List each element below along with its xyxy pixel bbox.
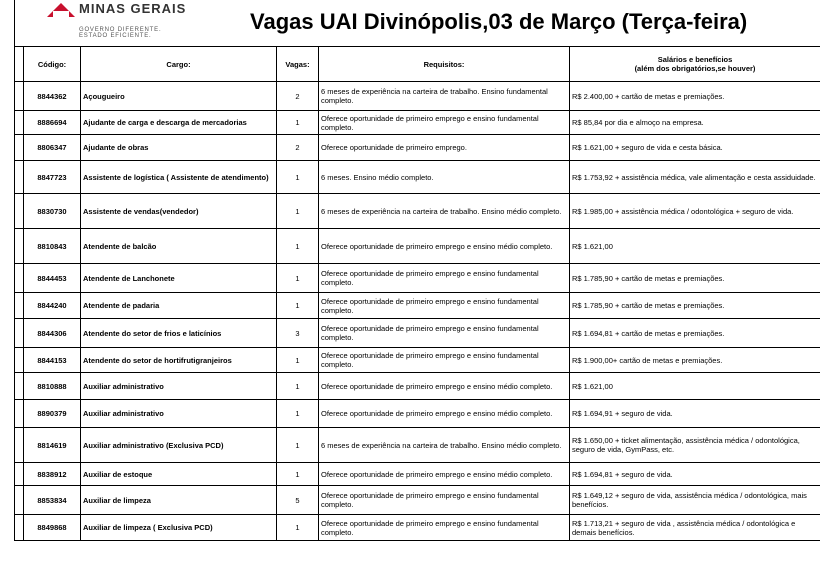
- job-code: 8838912: [24, 463, 81, 486]
- column-header-code: Código:: [24, 47, 81, 82]
- vacancy-count: 1: [277, 293, 319, 319]
- jobs-table: [14, 46, 820, 541]
- job-code: 8810843: [24, 229, 81, 264]
- table-row: [15, 348, 820, 373]
- job-code: 8849868: [24, 515, 81, 541]
- job-salary: R$ 1.694,81 + cartão de metas e premiações.: [570, 319, 820, 348]
- job-requirements: Oferece oportunidade de primeiro emprego e ensino médio completo.: [319, 463, 570, 486]
- job-title: Assistente de vendas(vendedor): [81, 194, 277, 229]
- job-salary: R$ 1.785,90 + cartão de metas e premiações.: [570, 264, 820, 293]
- job-salary: R$ 1.650,00 + ticket alimentação, assistência médica / odontológica, seguro de vida, GymPass, etc.: [570, 428, 820, 463]
- row-spacer: [15, 428, 24, 463]
- job-requirements: Oferece oportunidade de primeiro emprego e ensino fundamental completo.: [319, 293, 570, 319]
- vacancy-count: 2: [277, 135, 319, 161]
- job-title: Auxiliar de limpeza ( Exclusiva PCD): [81, 515, 277, 541]
- column-header-requirements: Requisitos:: [319, 47, 570, 82]
- vacancy-count: 1: [277, 348, 319, 373]
- job-title: Açougueiro: [81, 82, 277, 111]
- row-spacer: [15, 400, 24, 428]
- row-spacer: [15, 135, 24, 161]
- job-requirements: Oferece oportunidade de primeiro emprego e ensino fundamental completo.: [319, 111, 570, 135]
- row-spacer: [15, 373, 24, 400]
- column-header-salary: Salários e benefícios (além dos obrigatórios,se houver): [570, 47, 820, 82]
- table-row: [15, 82, 820, 111]
- job-salary: R$ 85,84 por dia e almoço na empresa.: [570, 111, 820, 135]
- job-title: Auxiliar de estoque: [81, 463, 277, 486]
- row-spacer: [15, 161, 24, 194]
- row-spacer: [15, 229, 24, 264]
- page-title: Vagas UAI Divinópolis,03 de Março (Terça-feira): [250, 9, 748, 34]
- job-salary: R$ 1.753,92 + assistência médica, vale alimentação e cesta assiduidade.: [570, 161, 820, 194]
- table-row: [15, 319, 820, 348]
- table-row: [15, 135, 820, 161]
- vacancy-count: 1: [277, 428, 319, 463]
- vacancy-count: 1: [277, 400, 319, 428]
- row-spacer: [15, 319, 24, 348]
- vacancy-count: 1: [277, 194, 319, 229]
- job-salary: R$ 1.621,00 + seguro de vida e cesta básica.: [570, 135, 820, 161]
- job-title: Atendente de padaria: [81, 293, 277, 319]
- vacancy-count: 1: [277, 515, 319, 541]
- job-code: 8830730: [24, 194, 81, 229]
- row-spacer: [15, 264, 24, 293]
- table-row: [15, 400, 820, 428]
- job-requirements: Oferece oportunidade de primeiro emprego e ensino médio completo.: [319, 229, 570, 264]
- table-row: [15, 111, 820, 135]
- job-requirements: 6 meses de experiência na carteira de trabalho. Ensino médio completo.: [319, 194, 570, 229]
- vacancy-count: 1: [277, 111, 319, 135]
- job-code: 8853834: [24, 486, 81, 515]
- vacancy-count: 1: [277, 264, 319, 293]
- job-code: 8844153: [24, 348, 81, 373]
- table-row: [15, 486, 820, 515]
- job-salary: R$ 1.785,90 + cartão de metas e premiações.: [570, 293, 820, 319]
- row-spacer: [15, 194, 24, 229]
- row-spacer: [15, 82, 24, 111]
- job-requirements: Oferece oportunidade de primeiro emprego e ensino médio completo.: [319, 373, 570, 400]
- job-title: Auxiliar de limpeza: [81, 486, 277, 515]
- table-row: [15, 293, 820, 319]
- job-requirements: Oferece oportunidade de primeiro emprego e ensino médio completo.: [319, 400, 570, 428]
- jobs-table-body: [15, 82, 820, 541]
- job-salary: R$ 1.985,00 + assistência médica / odontológica + seguro de vida.: [570, 194, 820, 229]
- job-code: 8890379: [24, 400, 81, 428]
- table-row: [15, 515, 820, 541]
- job-requirements: Oferece oportunidade de primeiro emprego e ensino fundamental completo.: [319, 348, 570, 373]
- job-title: Atendente de Lanchonete: [81, 264, 277, 293]
- table-row: [15, 264, 820, 293]
- job-title: Atendente de balcão: [81, 229, 277, 264]
- job-title: Auxiliar administrativo: [81, 400, 277, 428]
- job-salary: R$ 2.400,00 + cartão de metas e premiações.: [570, 82, 820, 111]
- job-salary: R$ 1.694,91 + seguro de vida.: [570, 400, 820, 428]
- job-code: 8844362: [24, 82, 81, 111]
- vacancy-count: 1: [277, 229, 319, 264]
- job-salary: R$ 1.621,00: [570, 229, 820, 264]
- table-header-row: [15, 47, 820, 82]
- vacancy-count: 2: [277, 82, 319, 111]
- job-salary: R$ 1.621,00: [570, 373, 820, 400]
- job-requirements: Oferece oportunidade de primeiro emprego e ensino fundamental completo.: [319, 264, 570, 293]
- logo-wordmark: MINAS GERAIS: [79, 1, 187, 16]
- job-code: 8847723: [24, 161, 81, 194]
- job-salary: R$ 1.900,00+ cartão de metas e premiações.: [570, 348, 820, 373]
- table-row: [15, 463, 820, 486]
- logo-tagline: GOVERNO DIFERENTE. ESTADO EFICIENTE.: [79, 27, 162, 39]
- vacancy-count: 1: [277, 161, 319, 194]
- job-code: 8806347: [24, 135, 81, 161]
- table-row: [15, 428, 820, 463]
- vacancy-count: 3: [277, 319, 319, 348]
- job-title: Auxiliar administrativo: [81, 373, 277, 400]
- job-requirements: 6 meses de experiência na carteira de trabalho. Ensino fundamental completo.: [319, 82, 570, 111]
- job-requirements: Oferece oportunidade de primeiro emprego e ensino fundamental completo.: [319, 515, 570, 541]
- row-spacer: [15, 486, 24, 515]
- vacancy-count: 5: [277, 486, 319, 515]
- column-header-role: Cargo:: [81, 47, 277, 82]
- table-row: [15, 194, 820, 229]
- row-spacer: [15, 348, 24, 373]
- row-spacer: [15, 515, 24, 541]
- job-requirements: Oferece oportunidade de primeiro emprego e ensino fundamental completo.: [319, 486, 570, 515]
- sheet-header: [14, 0, 820, 46]
- job-title: Atendente do setor de hortifrutigranjeiros: [81, 348, 277, 373]
- job-title: Assistente de logística ( Assistente de atendimento): [81, 161, 277, 194]
- job-code: 8844240: [24, 293, 81, 319]
- row-spacer: [15, 111, 24, 135]
- minas-gerais-logo: [47, 3, 187, 39]
- vacancy-count: 1: [277, 373, 319, 400]
- job-requirements: Oferece oportunidade de primeiro emprego e ensino fundamental completo.: [319, 319, 570, 348]
- job-code: 8814619: [24, 428, 81, 463]
- table-row: [15, 373, 820, 400]
- job-salary: R$ 1.649,12 + seguro de vida, assistência médica / odontológica, mais benefícios.: [570, 486, 820, 515]
- column-header-qty: Vagas:: [277, 47, 319, 82]
- table-row: [15, 229, 820, 264]
- job-salary: R$ 1.694,81 + seguro de vida.: [570, 463, 820, 486]
- job-title: Ajudante de obras: [81, 135, 277, 161]
- job-code: 8844453: [24, 264, 81, 293]
- job-code: 8844306: [24, 319, 81, 348]
- job-code: 8886694: [24, 111, 81, 135]
- row-spacer: [15, 293, 24, 319]
- vacancy-count: 1: [277, 463, 319, 486]
- job-requirements: 6 meses. Ensino médio completo.: [319, 161, 570, 194]
- job-requirements: Oferece oportunidade de primeiro emprego.: [319, 135, 570, 161]
- job-code: 8810888: [24, 373, 81, 400]
- table-row: [15, 161, 820, 194]
- job-title: Atendente do setor de frios e laticínios: [81, 319, 277, 348]
- row-spacer: [15, 463, 24, 486]
- job-salary: R$ 1.713,21 + seguro de vida , assistência médica / odontológica e demais benefícios.: [570, 515, 820, 541]
- job-requirements: 6 meses de experiência na carteira de trabalho. Ensino médio completo.: [319, 428, 570, 463]
- job-title: Auxiliar administrativo (Exclusiva PCD): [81, 428, 277, 463]
- job-title: Ajudante de carga e descarga de mercadorias: [81, 111, 277, 135]
